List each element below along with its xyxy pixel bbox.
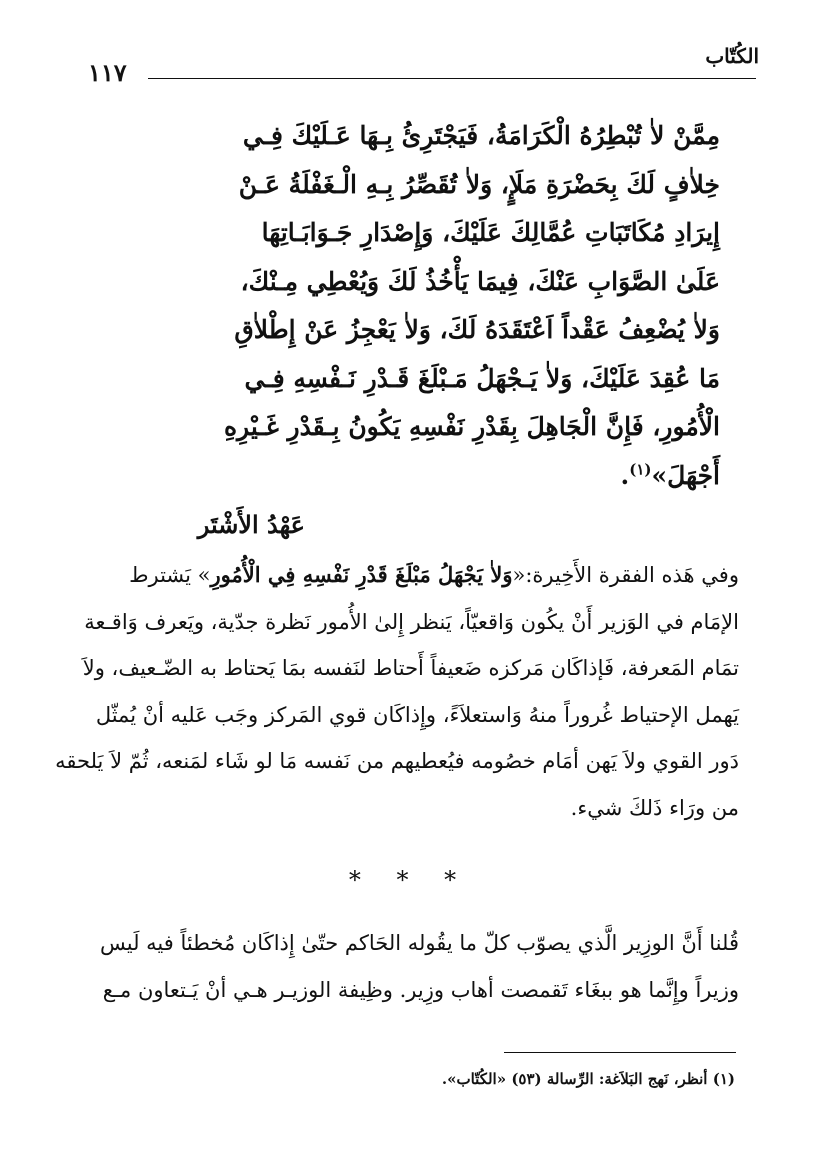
quoted-text-block — [186, 112, 720, 500]
commentary-line-3: تمَام المَعرفة، فَإذاكَان مَركزه ضَعيفاً أَحتاط لنَفسه بمَا يَحتاط به الضّـعيف، ولاَ — [82, 656, 739, 680]
quote-last-line — [186, 452, 720, 501]
quote-line-2: خِلاٰفٍ لَكَ بِحَضْرَةِ مَلَإٍ، وَلاٰ تُقَصِّرُ بِـهِ الْـغَفْلَةُ عَـنْ — [238, 169, 720, 199]
commentary-line-6: من ورَاء ذَلكَ شيء. — [570, 795, 739, 820]
footnote-text: أنظر، نَهج البَلاَغة: الرِّسالة (٥٣) «الكُتّاب». — [441, 1070, 708, 1088]
running-header-title: الكُتّاب — [705, 44, 759, 68]
section-separator: * * * — [348, 866, 471, 894]
quote-line-5: وَلاٰ يُضْعِفُ عَقْداً اَعْتَقَدَهُ لَكَ، وَلاٰ يَعْجِزُ عَنْ إِطْلاٰقِ — [234, 315, 720, 344]
closing-line-2: وزيراً وإِنَّما هو ببغَاء تَقمصت أهاب وزِير. وظِيفة الوزيـر هـي أنْ يَـتعاون مـع — [102, 977, 739, 1002]
page-number: ١١٧ — [88, 58, 127, 87]
footnote-number: (١) — [712, 1070, 735, 1088]
commentary-quoted-phrase: وَلاٰ يَجْهَلُ مَبْلَغَ قَدْرِ نَفْسِهِ فِي الْأُمُورِ — [210, 562, 513, 587]
quote-line-1: مِمَّنْ لاٰ تُبْطِرُهُ الْكَرَامَةُ، فَيَجْتَرِئُ بِـهَا عَـلَيْكَ فِـي — [242, 121, 720, 150]
quote-end-mark: . — [620, 460, 630, 490]
footnote-marker: (١) — [629, 460, 652, 479]
footnote — [442, 1070, 735, 1088]
commentary-line1-end: » يَشترط — [129, 563, 211, 587]
closing-paragraph — [94, 920, 739, 1013]
quote-line-3: إِيرَادِ مُكَاتَبَاتِ عُمَّالِكَ عَلَيْكَ، وَإِصْدَارِ جَـوَابَـاتِهَا — [261, 218, 720, 247]
commentary-line-2: الإمَام في الوَزير أَنْ يكُون وَاقعيّاً، يَنظر إِلىٰ الأُمور نَظرة جدّية، ويَعرف وَاقـعة — [84, 609, 739, 634]
quote-line-6: مَا عُقِدَ عَلَيْكَ، وَلاٰ يَـجْهَلُ مَـبْلَغَ قَـدْرِ نَـفْسِهِ فِـي — [244, 363, 720, 393]
commentary-line-1 — [94, 552, 739, 599]
commentary-line-5: دَور القوي ولاَ يَهن أمَام خصُومه فيُعطيهم من نَفسه مَا لو شَاء لمَنعه، ثُمّ لاَ يَلحقه — [55, 749, 739, 773]
quote-line-7: الْأُمُورِ، فَإِنَّ الْجَاهِلَ بِقَدْرِ نَفْسِهِ يَكُونُ بِـقَدْرِ غَـيْرِهِ — [223, 412, 720, 441]
source-heading: عَهْدُ الأَشْتَر — [197, 510, 305, 539]
closing-line-1: قُلنا أَنَّ الوزِير الَّذي يصوّب كلّ ما يقُوله الحَاكم حتّىٰ إِذاكَان مُخطئاً فيه لَيس — [99, 931, 739, 955]
footnote-rule — [504, 1052, 736, 1053]
quote-last-words: أَجْهَلَ» — [651, 460, 720, 490]
quote-line-4: عَلَىٰ الصَّوَابِ عَنْكَ، فِيمَا يَأْخُذُ لَكَ وَيُعْطِي مِـنْكَ، — [240, 266, 720, 296]
commentary-intro: وفي هَذه الفقرة الأَخِيرة:« — [512, 563, 739, 587]
commentary-paragraph — [55, 552, 739, 831]
commentary-line-4: يَهمل الإحتياط غُروراً منهُ وَاستعلاَءً، وإِذاكَان قوي المَركز وجَب عَليه أنْ يُمثّل — [95, 702, 739, 727]
header-rule — [148, 78, 756, 79]
